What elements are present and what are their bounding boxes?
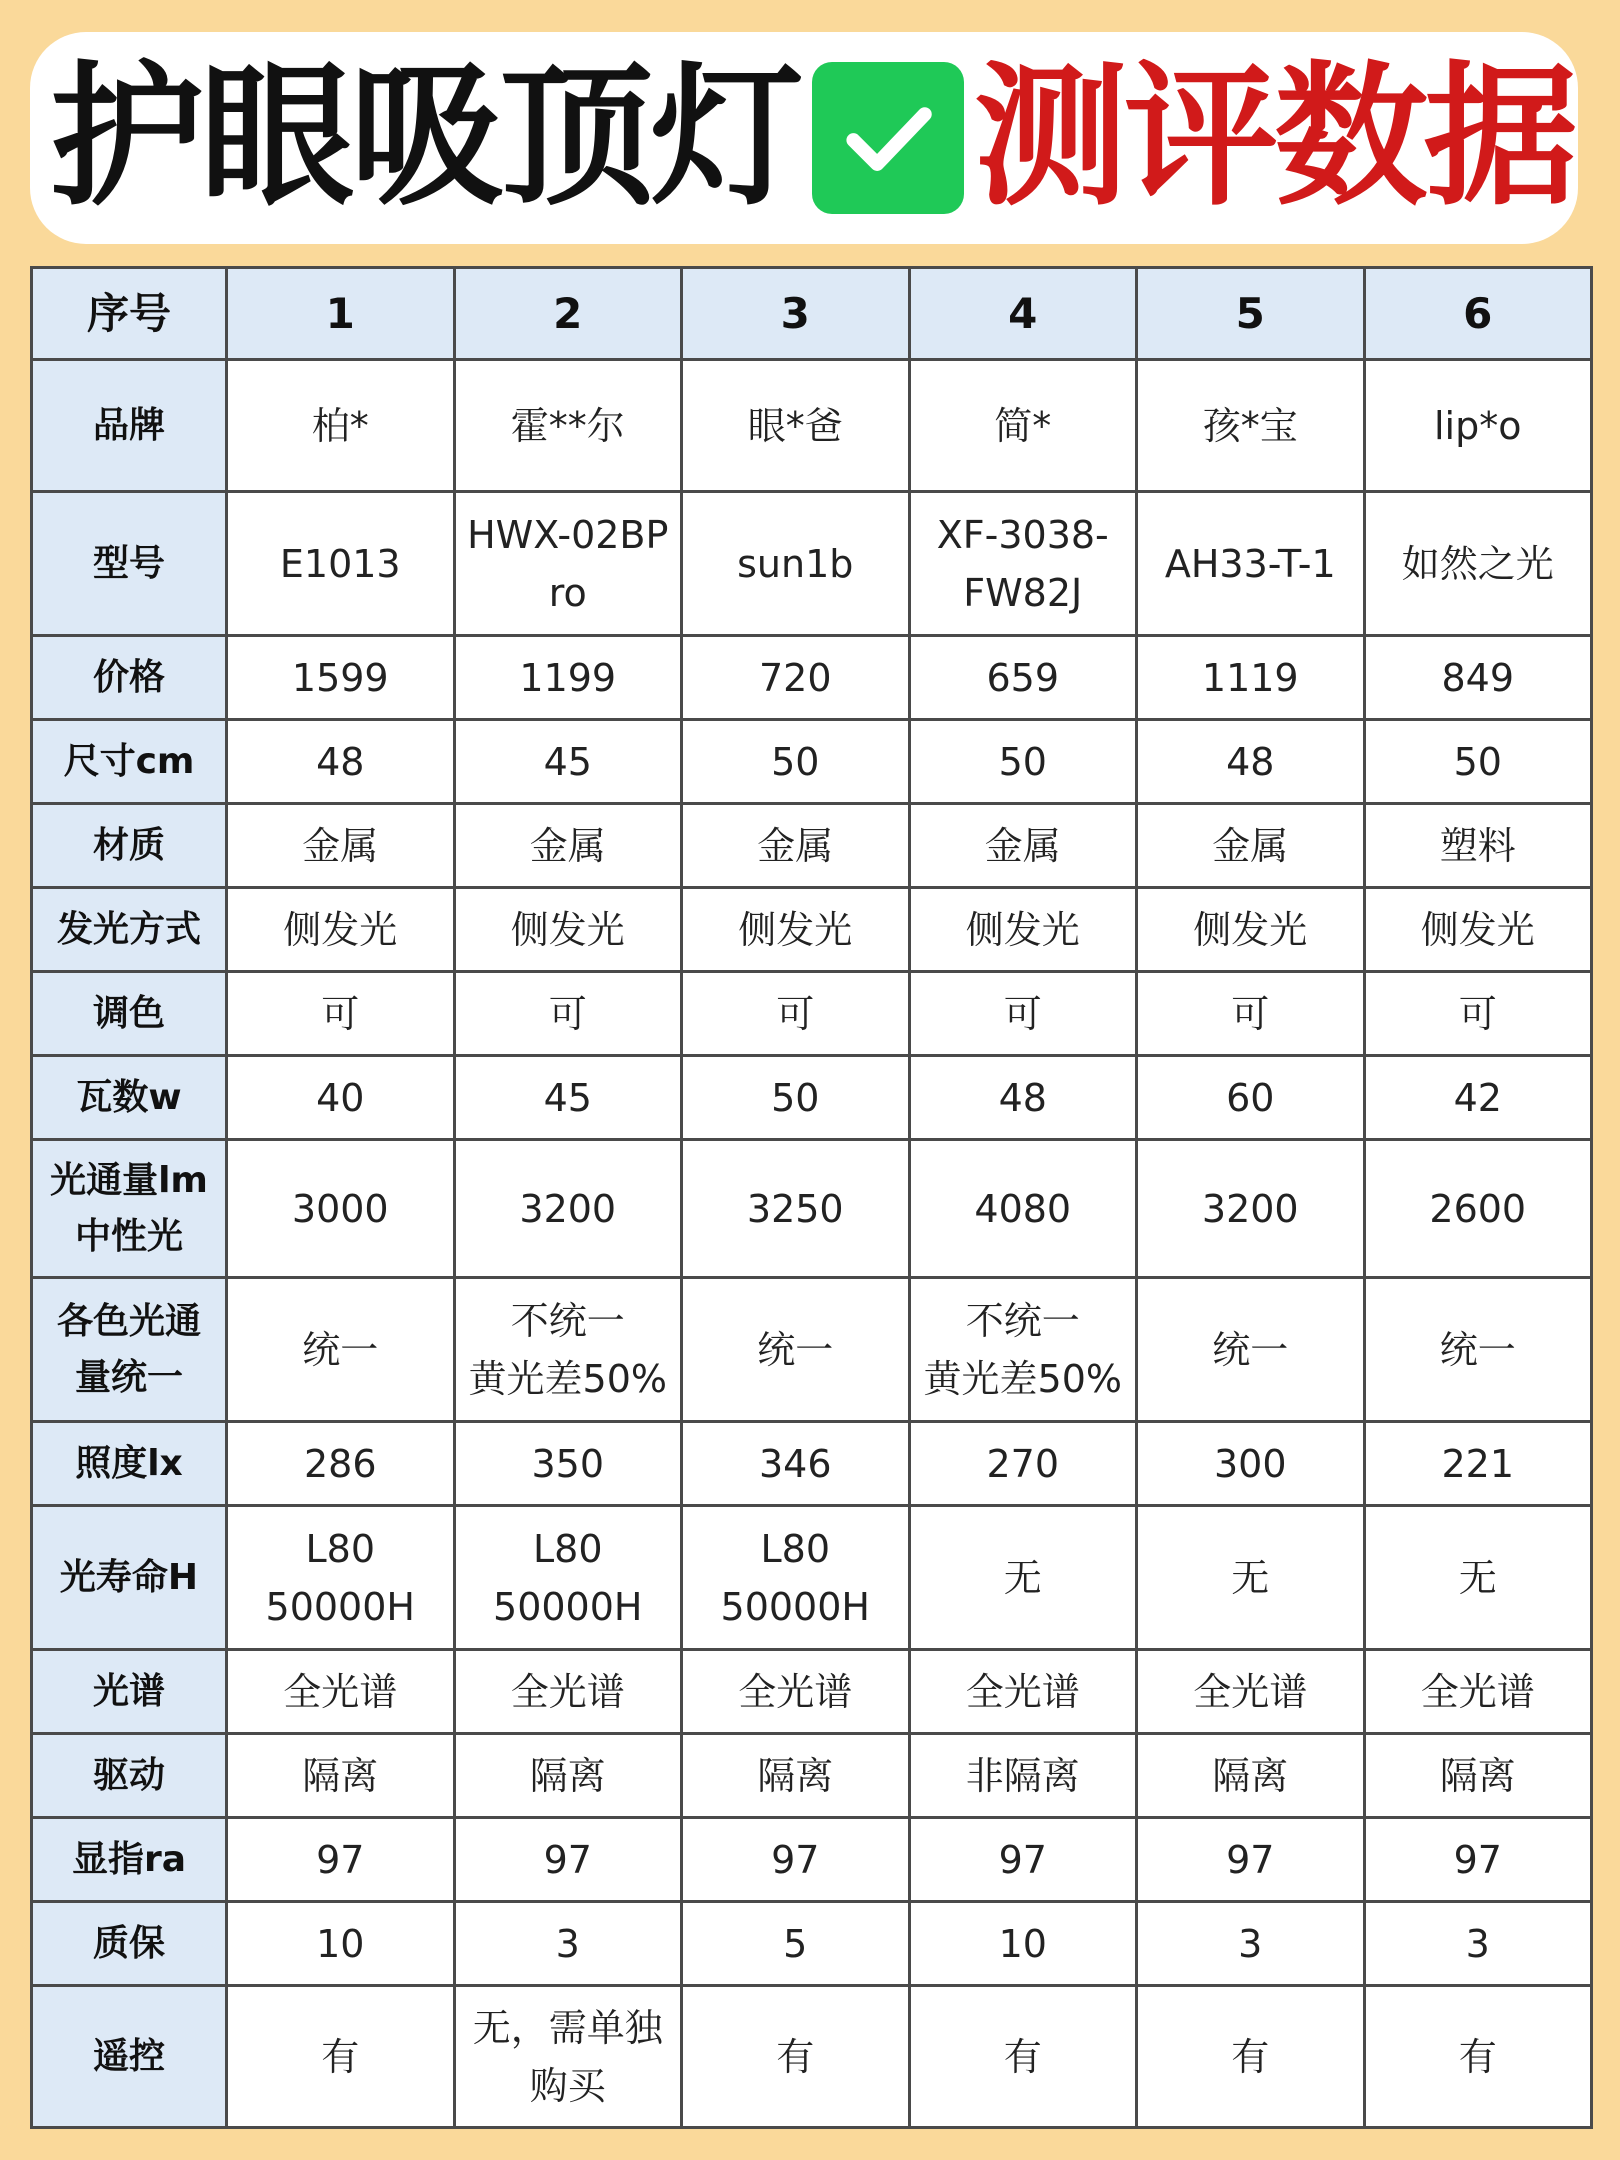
cell-flux-uniformity-6: 统一	[1364, 1278, 1592, 1422]
cell-lifespan-5: 无	[1137, 1506, 1365, 1650]
cell-illuminance-2: 350	[454, 1422, 682, 1506]
row-header-flux-uniformity: 各色光通 量统一	[32, 1278, 227, 1422]
cell-material-3: 金属	[682, 804, 910, 888]
cell-cri-2: 97	[454, 1818, 682, 1902]
cell-flux-uniformity-1: 统一	[227, 1278, 455, 1422]
cell-lifespan-1: L80 50000H	[227, 1506, 455, 1650]
table-row-flux-uniformity	[32, 1278, 1592, 1422]
cell-flux-uniformity-2: 不统一 黄光差50%	[454, 1278, 682, 1422]
cell-model-3: sun1b	[682, 492, 910, 636]
cell-driver-3: 隔离	[682, 1734, 910, 1818]
cell-lifespan-6: 无	[1364, 1506, 1592, 1650]
cell-color-adjust-6: 可	[1364, 972, 1592, 1056]
header-cell-3: 3	[682, 268, 910, 360]
cell-brand-3: 眼*爸	[682, 360, 910, 492]
cell-brand-6: lip*o	[1364, 360, 1592, 492]
cell-wattage-6: 42	[1364, 1056, 1592, 1140]
header-cell-1: 1	[227, 268, 455, 360]
cell-flux-uniformity-3: 统一	[682, 1278, 910, 1422]
cell-warranty-3: 5	[682, 1902, 910, 1986]
cell-color-adjust-1: 可	[227, 972, 455, 1056]
cell-remote-4: 有	[909, 1986, 1137, 2128]
cell-light-mode-4: 侧发光	[909, 888, 1137, 972]
cell-spectrum-3: 全光谱	[682, 1650, 910, 1734]
table-row-light-mode	[32, 888, 1592, 972]
cell-illuminance-4: 270	[909, 1422, 1137, 1506]
cell-wattage-3: 50	[682, 1056, 910, 1140]
cell-color-adjust-5: 可	[1137, 972, 1365, 1056]
cell-color-adjust-3: 可	[682, 972, 910, 1056]
cell-model-2: HWX-02BP ro	[454, 492, 682, 636]
title-left: 护眼吸顶灯	[50, 48, 801, 227]
header-cell-6: 6	[1364, 268, 1592, 360]
cell-color-adjust-4: 可	[909, 972, 1137, 1056]
cell-wattage-4: 48	[909, 1056, 1137, 1140]
cell-driver-6: 隔离	[1364, 1734, 1592, 1818]
cell-warranty-4: 10	[909, 1902, 1137, 1986]
table-row-color-adjust	[32, 972, 1592, 1056]
row-header-warranty: 质保	[32, 1902, 227, 1986]
cell-luminous-flux-6: 2600	[1364, 1140, 1592, 1278]
table-row-driver	[32, 1734, 1592, 1818]
cell-warranty-2: 3	[454, 1902, 682, 1986]
table-body	[32, 360, 1592, 2128]
row-header-spectrum: 光谱	[32, 1650, 227, 1734]
cell-brand-5: 孩*宝	[1137, 360, 1365, 492]
table-row-warranty	[32, 1902, 1592, 1986]
cell-wattage-5: 60	[1137, 1056, 1365, 1140]
table-row-lifespan	[32, 1506, 1592, 1650]
header-cell-index-label: 序号	[32, 268, 227, 360]
cell-warranty-1: 10	[227, 1902, 455, 1986]
cell-lifespan-2: L80 50000H	[454, 1506, 682, 1650]
cell-price-2: 1199	[454, 636, 682, 720]
cell-light-mode-1: 侧发光	[227, 888, 455, 972]
cell-driver-2: 隔离	[454, 1734, 682, 1818]
cell-size-2: 45	[454, 720, 682, 804]
cell-remote-3: 有	[682, 1986, 910, 2128]
cell-spectrum-5: 全光谱	[1137, 1650, 1365, 1734]
cell-illuminance-3: 346	[682, 1422, 910, 1506]
cell-model-5: AH33-T-1	[1137, 492, 1365, 636]
cell-size-5: 48	[1137, 720, 1365, 804]
table-row-spectrum	[32, 1650, 1592, 1734]
table-row-illuminance	[32, 1422, 1592, 1506]
cell-warranty-5: 3	[1137, 1902, 1365, 1986]
cell-size-6: 50	[1364, 720, 1592, 804]
cell-model-6: 如然之光	[1364, 492, 1592, 636]
cell-spectrum-6: 全光谱	[1364, 1650, 1592, 1734]
cell-light-mode-2: 侧发光	[454, 888, 682, 972]
table-row-cri	[32, 1818, 1592, 1902]
cell-driver-1: 隔离	[227, 1734, 455, 1818]
title-banner	[30, 32, 1578, 244]
cell-luminous-flux-2: 3200	[454, 1140, 682, 1278]
cell-material-2: 金属	[454, 804, 682, 888]
cell-color-adjust-2: 可	[454, 972, 682, 1056]
cell-driver-5: 隔离	[1137, 1734, 1365, 1818]
cell-model-4: XF-3038- FW82J	[909, 492, 1137, 636]
row-header-illuminance: 照度lx	[32, 1422, 227, 1506]
cell-remote-2: 无，需单独 购买	[454, 1986, 682, 2128]
row-header-luminous-flux: 光通量lm 中性光	[32, 1140, 227, 1278]
check-icon	[812, 62, 964, 214]
cell-price-5: 1119	[1137, 636, 1365, 720]
cell-price-1: 1599	[227, 636, 455, 720]
table-row-remote	[32, 1986, 1592, 2128]
cell-material-1: 金属	[227, 804, 455, 888]
cell-remote-6: 有	[1364, 1986, 1592, 2128]
row-header-cri: 显指ra	[32, 1818, 227, 1902]
cell-material-5: 金属	[1137, 804, 1365, 888]
table-header-row	[32, 268, 1592, 360]
cell-cri-6: 97	[1364, 1818, 1592, 1902]
cell-luminous-flux-4: 4080	[909, 1140, 1137, 1278]
table-row-model	[32, 492, 1592, 636]
row-header-material: 材质	[32, 804, 227, 888]
cell-spectrum-2: 全光谱	[454, 1650, 682, 1734]
title-right: 测评数据	[974, 48, 1575, 227]
header-cell-5: 5	[1137, 268, 1365, 360]
cell-remote-5: 有	[1137, 1986, 1365, 2128]
row-header-color-adjust: 调色	[32, 972, 227, 1056]
cell-material-4: 金属	[909, 804, 1137, 888]
cell-brand-4: 简*	[909, 360, 1137, 492]
table-row-price	[32, 636, 1592, 720]
cell-illuminance-5: 300	[1137, 1422, 1365, 1506]
cell-lifespan-3: L80 50000H	[682, 1506, 910, 1650]
row-header-model: 型号	[32, 492, 227, 636]
row-header-remote: 遥控	[32, 1986, 227, 2128]
cell-price-6: 849	[1364, 636, 1592, 720]
cell-light-mode-5: 侧发光	[1137, 888, 1365, 972]
cell-remote-1: 有	[227, 1986, 455, 2128]
cell-cri-1: 97	[227, 1818, 455, 1902]
row-header-size: 尺寸cm	[32, 720, 227, 804]
header-cell-2: 2	[454, 268, 682, 360]
cell-warranty-6: 3	[1364, 1902, 1592, 1986]
cell-material-6: 塑料	[1364, 804, 1592, 888]
cell-flux-uniformity-5: 统一	[1137, 1278, 1365, 1422]
row-header-light-mode: 发光方式	[32, 888, 227, 972]
row-header-price: 价格	[32, 636, 227, 720]
cell-cri-4: 97	[909, 1818, 1137, 1902]
cell-driver-4: 非隔离	[909, 1734, 1137, 1818]
table-row-luminous-flux	[32, 1140, 1592, 1278]
row-header-lifespan: 光寿命H	[32, 1506, 227, 1650]
cell-flux-uniformity-4: 不统一 黄光差50%	[909, 1278, 1137, 1422]
cell-light-mode-3: 侧发光	[682, 888, 910, 972]
cell-size-3: 50	[682, 720, 910, 804]
table-row-wattage	[32, 1056, 1592, 1140]
cell-model-1: E1013	[227, 492, 455, 636]
comparison-table-wrapper	[30, 266, 1590, 2129]
cell-cri-5: 97	[1137, 1818, 1365, 1902]
cell-brand-1: 柏*	[227, 360, 455, 492]
cell-brand-2: 霍**尔	[454, 360, 682, 492]
cell-spectrum-1: 全光谱	[227, 1650, 455, 1734]
cell-illuminance-1: 286	[227, 1422, 455, 1506]
row-header-driver: 驱动	[32, 1734, 227, 1818]
cell-size-4: 50	[909, 720, 1137, 804]
cell-luminous-flux-1: 3000	[227, 1140, 455, 1278]
table-row-size	[32, 720, 1592, 804]
cell-price-3: 720	[682, 636, 910, 720]
cell-spectrum-4: 全光谱	[909, 1650, 1137, 1734]
cell-luminous-flux-3: 3250	[682, 1140, 910, 1278]
table-row-brand	[32, 360, 1592, 492]
cell-cri-3: 97	[682, 1818, 910, 1902]
table-row-material	[32, 804, 1592, 888]
row-header-wattage: 瓦数w	[32, 1056, 227, 1140]
cell-lifespan-4: 无	[909, 1506, 1137, 1650]
cell-wattage-1: 40	[227, 1056, 455, 1140]
cell-illuminance-6: 221	[1364, 1422, 1592, 1506]
header-cell-4: 4	[909, 268, 1137, 360]
cell-wattage-2: 45	[454, 1056, 682, 1140]
cell-luminous-flux-5: 3200	[1137, 1140, 1365, 1278]
comparison-table	[30, 266, 1593, 2129]
cell-size-1: 48	[227, 720, 455, 804]
cell-price-4: 659	[909, 636, 1137, 720]
cell-light-mode-6: 侧发光	[1364, 888, 1592, 972]
row-header-brand: 品牌	[32, 360, 227, 492]
